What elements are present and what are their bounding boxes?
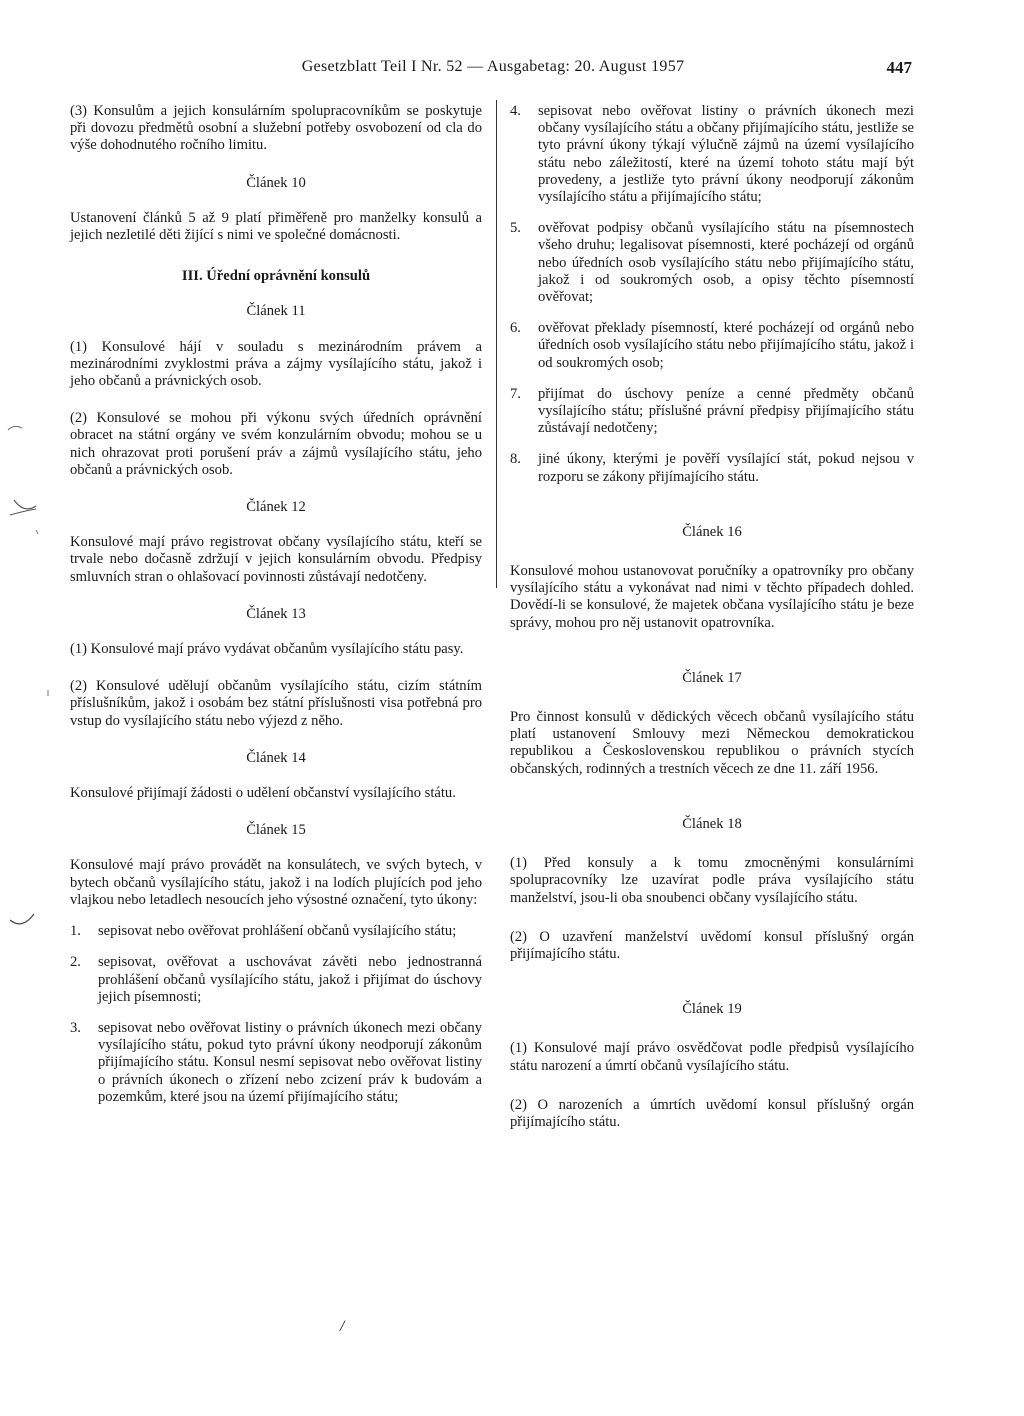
article-16-text: Konsulové mohou ustanovovat poručníky a opatrovníky pro občany vysílajícího státu a vykonávat nad nimi v těchto případech dohled. Dovědí-li se konsulové, že majetek občana vysílajícího státu je beze správy, mohou pro něj ustanovit opatrovníka. (510, 563, 914, 631)
article-11-paragraph-2: (2) Konsulové se mohou při výkonu svých úředních oprávnění obracet na státní orgány ve svém konzulárním obvodu; mohou se u nich ohrazovat proti porušení práv a zájmů vysílajícího státu, jeho občanů a právnických osob. (70, 410, 482, 478)
list-item-number: 5. (510, 220, 521, 237)
list-item-number: 3. (70, 1019, 81, 1036)
list-item-text: ověřovat překlady písemností, které pocházejí od orgánů nebo úředních osob vysílajícího státu nebo přijímajícího státu, jakož i od soukromých osob; (538, 320, 914, 371)
list-item-text: ověřovat podpisy občanů vysílajícího státu na písemnostech všeho druhu; legalisovat písemnosti, které pocházejí od orgánů nebo úředních osob vysílajícího státu nebo přijímajícího státu, jakož i od soukromých osob, a opisy těchto písemností ověřovat; (538, 220, 914, 306)
list-item (510, 451, 914, 485)
article-18-heading: Článek 18 (682, 815, 742, 832)
article-18-paragraph-2: (2) O uzavření manželství uvědomí konsul příslušný orgán přijímajícího státu. (510, 928, 914, 962)
article-13-paragraph-2: (2) Konsulové udělují občanům vysílajícího státu, cizím státním příslušníkům, jakož i osobám bez státní příslušnosti visa potřebná pro vstup do vysílajícího státu nebo výjezd z něho. (70, 678, 482, 729)
column-divider (496, 100, 497, 588)
list-item-number: 6. (510, 320, 521, 337)
section-3-heading: III. Úřední oprávnění konsulů (181, 268, 371, 285)
list-item-number: 8. (510, 451, 521, 468)
list-item-number: 7. (510, 385, 521, 402)
article-11-paragraph-1: (1) Konsulové hájí v souladu s mezinárodním právem a mezinárodními zvyklostmi práva a zájmy vysílajícího státu, jakož i jeho občanů a právnických osob. (70, 338, 482, 390)
article-15-list-right (510, 103, 914, 486)
article-15-text: Konsulové mají právo provádět na konsulátech, ve svých bytech, v bytech občanů vysílajícího státu, jakož i na lodích plujících pod jeho vlajkou nebo letadlech nesoucích jeho výsostné označení, tyto úkony: (70, 857, 482, 908)
list-item (70, 923, 482, 940)
list-item (510, 220, 914, 306)
article-15-list-left (70, 923, 482, 1106)
article-14-heading: Článek 14 (246, 749, 306, 766)
article-11-heading: Článek 11 (246, 303, 306, 320)
list-item-number: 2. (70, 954, 81, 971)
article-13-paragraph-1: (1) Konsulové mají právo vydávat občanům vysílajícího státu pasy. (70, 641, 464, 658)
list-item-number: 1. (70, 923, 81, 940)
list-item-number: 4. (510, 103, 521, 119)
article-19-paragraph-1: (1) Konsulové mají právo osvědčovat podle předpisů vysílajícího státu narození a úmrtí občanů vysílajícího státu. (510, 1040, 914, 1074)
right-column (510, 103, 914, 1153)
list-item (510, 103, 914, 206)
list-item (70, 1020, 482, 1106)
page-header (70, 58, 916, 82)
list-item-text: sepisovat nebo ověřovat listiny o právních úkonech mezi občany vysílajícího státu, pokud tyto právní úkony neodporují zákonům přijímajícího státu. Konsul nesmí sepisovat nebo ověřovat listiny o právních úkonech o zřízení nebo zcizení práv k budovám a pozemkům, které jsou na území přijímajícího státu; (98, 1019, 482, 1105)
article-19-heading: Článek 19 (682, 1001, 742, 1018)
footer-mark: / (340, 1318, 345, 1335)
article-16-heading: Článek 16 (682, 523, 742, 540)
article-19-paragraph-2: (2) O narozeních a úmrtích uvědomí konsul příslušný orgán přijímajícího státu. (510, 1096, 914, 1130)
page-number: 447 (886, 58, 912, 77)
article-17-heading: Článek 17 (682, 669, 742, 686)
margin-scribbles (0, 0, 60, 1416)
article-10-heading: Článek 10 (246, 174, 306, 191)
list-item (510, 320, 914, 372)
article-12-heading: Článek 12 (246, 499, 306, 516)
list-item-text: jiné úkony, kterými je pověří vysílající stát, pokud nejsou v rozporu se zákony přijímajícího státu. (538, 451, 914, 485)
list-item-text: přijímat do úschovy peníze a cenné předměty občanů vysílajícího státu; příslušné právní předpisy přijímajícího státu zůstávají nedotčeny; (538, 385, 914, 437)
article-15-heading: Článek 15 (246, 822, 306, 839)
list-item-text: sepisovat nebo ověřovat prohlášení občanů vysílajícího státu; (98, 923, 457, 940)
article-18-paragraph-1: (1) Před konsuly a k tomu zmocněnými konsulárními spolupracovníky lze uzavírat podle práva vysílajícího státu manželství, jsou-li oba snoubenci občany vysílajícího státu. (510, 855, 914, 906)
article-14-text: Konsulové přijímají žádosti o udělení občanství vysílajícího státu. (70, 785, 456, 802)
list-item (70, 954, 482, 1006)
left-column (70, 103, 482, 1120)
article-10-text: Ustanovení článků 5 až 9 platí přiměřeně pro manželky konsulů a jejich nezletilé děti žijící s nimi ve společné domácnosti. (70, 209, 482, 244)
list-item-text: sepisovat nebo ověřovat listiny o právních úkonech mezi občany vysílajícího státu a občany přijímajícího státu, jestliže se tyto právní úkony týkají výlučně zájmů na území vysílajícího státu nebo záležitostí, které na území tohoto státu mají být provedeny, a jestliže tyto právní úkony neodporují zákonům vysílajícího státu a přijímajícího státu; (538, 103, 914, 206)
list-item (510, 386, 914, 438)
list-item-text: sepisovat, ověřovat a uschovávat závěti nebo jednostranná prohlášení občanů vysílajícího státu, jakož i přijímat do úschovy jejich písemnosti; (98, 954, 482, 1005)
article-17-text: Pro činnost konsulů v dědických věcech občanů vysílajícího státu platí ustanovení Smlouvy mezi Německou demokratickou republikou a Československou republikou o právních stycích občanských, rodinných a trestních věcech ze dne 11. září 1956. (510, 709, 914, 777)
gazette-title: Gesetzblatt Teil I Nr. 52 — Ausgabetag: 20. August 1957 (301, 58, 685, 75)
article-12-text: Konsulové mají právo registrovat občany vysílajícího státu, kteří se trvale nebo dočasně zdržují v jejich konsulárním obvodu. Předpisy smluvních stran o ohlašovací povinnosti zůstávají nedotčeny. (70, 534, 482, 585)
article-13-heading: Článek 13 (246, 605, 306, 622)
article-9-paragraph-3: (3) Konsulům a jejich konsulárním spolupracovníkům se poskytuje při dovozu předmětů osobní a služební potřeby osvobození od cla do výše dohodnutého ročního limitu. (70, 103, 482, 154)
